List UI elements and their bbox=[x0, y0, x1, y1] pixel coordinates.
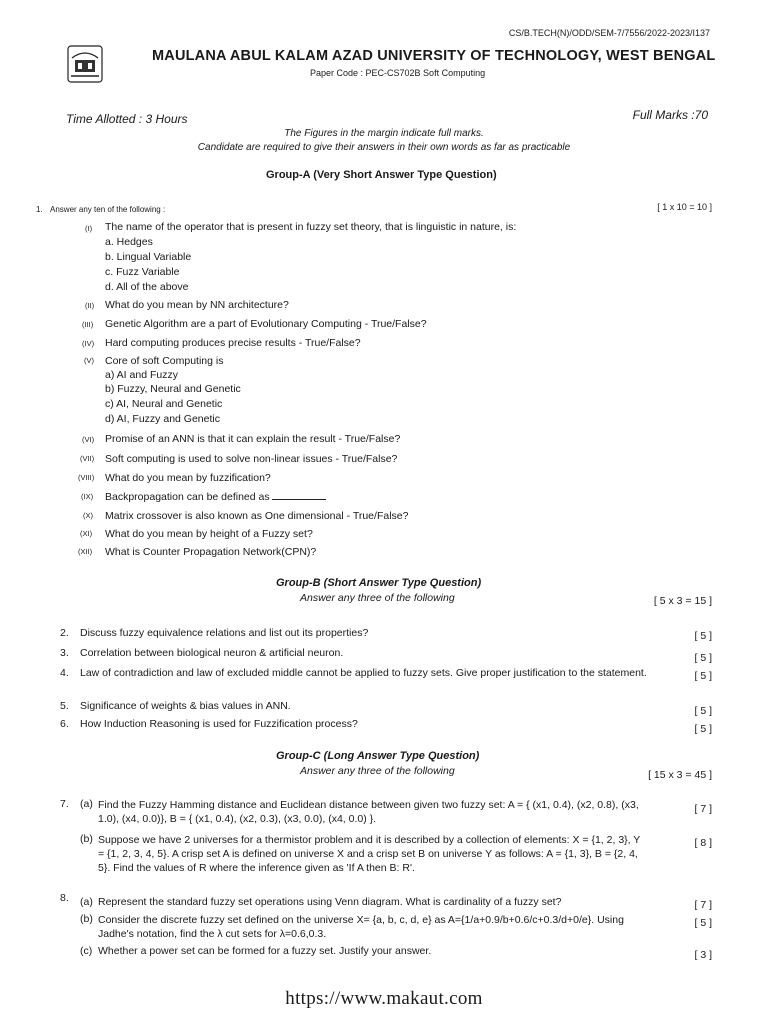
question-number: 7. bbox=[60, 798, 69, 810]
question-marks: [ 8 ] bbox=[694, 837, 712, 849]
option: a. Hedges bbox=[105, 236, 153, 248]
roman-numeral: (VII) bbox=[80, 454, 95, 463]
paper-code: Paper Code : PEC-CS702B Soft Computing bbox=[310, 68, 486, 78]
roman-numeral: (VIII) bbox=[78, 473, 95, 482]
question-marks: [ 7 ] bbox=[694, 899, 712, 911]
question-marks: [ 5 ] bbox=[694, 652, 712, 664]
group-c-subtitle: Answer any three of the following bbox=[300, 765, 455, 777]
question-text-label: Backpropagation can be defined as bbox=[105, 491, 270, 503]
question-text: Soft computing is used to solve non-linear issues - True/False? bbox=[105, 453, 398, 465]
question-marks: [ 5 ] bbox=[694, 705, 712, 717]
roman-numeral: (XII) bbox=[78, 547, 93, 556]
question-number: 3. bbox=[60, 647, 69, 659]
question-marks: [ 5 ] bbox=[694, 917, 712, 929]
group-c-title: Group-C (Long Answer Type Question) bbox=[276, 750, 480, 762]
roman-numeral: (I) bbox=[85, 224, 93, 233]
question-text: What do you mean by NN architecture? bbox=[105, 299, 289, 311]
question-marks: [ 5 ] bbox=[694, 670, 712, 682]
group-b-marks: [ 5 x 3 = 15 ] bbox=[653, 595, 712, 607]
option: a) AI and Fuzzy bbox=[105, 369, 178, 381]
question-number: 6. bbox=[60, 718, 69, 730]
group-b-subtitle: Answer any three of the following bbox=[300, 592, 455, 604]
question-marks: [ 3 ] bbox=[694, 949, 712, 961]
question-text: Hard computing produces precise results - True/False? bbox=[105, 337, 361, 349]
university-name: MAULANA ABUL KALAM AZAD UNIVERSITY OF TECHNOLOGY, WEST BENGAL bbox=[152, 48, 716, 64]
instruction-line-1: The Figures in the margin indicate full marks. bbox=[284, 128, 484, 139]
question-text: How Induction Reasoning is used for Fuzzification process? bbox=[80, 718, 358, 730]
question-number: 2. bbox=[60, 627, 69, 639]
group-a-instruction: Answer any ten of the following : bbox=[50, 205, 166, 214]
option: b) Fuzzy, Neural and Genetic bbox=[105, 383, 241, 395]
roman-numeral: (XI) bbox=[80, 529, 93, 538]
answer-blank bbox=[272, 491, 326, 500]
question-number: 4. bbox=[60, 667, 69, 679]
question-text: Matrix crossover is also known as One dimensional - True/False? bbox=[105, 510, 409, 522]
question-text: Significance of weights & bias values in ANN. bbox=[80, 700, 291, 712]
roman-numeral: (VI) bbox=[82, 435, 95, 444]
sub-question-label: (a) bbox=[80, 896, 93, 908]
time-allotted: Time Allotted : 3 Hours bbox=[66, 112, 188, 126]
option: d) AI, Fuzzy and Genetic bbox=[105, 413, 220, 425]
roman-numeral: (IV) bbox=[82, 339, 95, 348]
sub-question-text: Suppose we have 2 universes for a thermistor problem and it is described by a collection of elements: X = {1, 2, 3}, Y = {1, 2, 3, 4, 5}. A crisp set A is defined on universe X and a crisp set B on universe Y as follows: A = {1, 3}, B = {2, 4, 5}. Find the values of R where the inference given as 'If A then B: R'. bbox=[98, 834, 641, 874]
group-c-marks: [ 15 x 3 = 45 ] bbox=[648, 769, 712, 781]
sub-question-text: Consider the discrete fuzzy set defined on the universe X= {a, b, c, d, e} as A={1/a+0.9/b+0.6/c+0.3/d+0/e}. Using Jadhe's notation, find the λ cut sets for λ=0.6,0.3. bbox=[98, 914, 624, 940]
sub-question-label: (c) bbox=[80, 945, 93, 957]
question-number: 8. bbox=[60, 892, 69, 904]
question-text: The name of the operator that is present in fuzzy set theory, that is linguistic in nature, is: bbox=[105, 221, 517, 233]
group-b-title: Group-B (Short Answer Type Question) bbox=[276, 577, 482, 589]
footer-url: https://www.makaut.com bbox=[285, 988, 483, 1009]
question-text: Discuss fuzzy equivalence relations and list out its properties? bbox=[80, 627, 369, 639]
group-a-marks: [ 1 x 10 = 10 ] bbox=[657, 202, 712, 212]
question-marks: [ 5 ] bbox=[694, 630, 712, 642]
sub-question-text: Find the Fuzzy Hamming distance and Euclidean distance between given two fuzzy set: A = { (x1, 0.4), (x2, 0.8), (x3, 1.0), (x4, 0.0)}, B = { (x1, 0.4), (x2, 0.3), (x3, 0.0), (x4, 0.0) }. bbox=[98, 799, 639, 825]
question-marks: [ 7 ] bbox=[694, 803, 712, 815]
roman-numeral: (IX) bbox=[81, 492, 94, 501]
question-text: What is Counter Propagation Network(CPN)? bbox=[105, 546, 317, 558]
question-text bbox=[105, 491, 326, 503]
instruction-line-2: Candidate are required to give their answers in their own words as far as practicable bbox=[197, 142, 571, 153]
question-text: Promise of an ANN is that it can explain the result - True/False? bbox=[105, 433, 401, 445]
sub-question-label: (b) bbox=[80, 833, 93, 845]
roman-numeral: (II) bbox=[85, 301, 95, 310]
full-marks: Full Marks :70 bbox=[632, 108, 708, 122]
question-number: 5. bbox=[60, 700, 69, 712]
paper-code-line: CS/B.TECH(N)/ODD/SEM-7/7556/2022-2023/I137 bbox=[508, 28, 710, 38]
university-logo bbox=[66, 44, 104, 84]
question-text: Correlation between biological neuron & artificial neuron. bbox=[80, 647, 344, 659]
option: c. Fuzz Variable bbox=[105, 266, 180, 278]
sub-question-label: (b) bbox=[80, 913, 93, 925]
option: b. Lingual Variable bbox=[105, 251, 192, 263]
roman-numeral: (V) bbox=[84, 356, 94, 365]
sub-question-text: Represent the standard fuzzy set operations using Venn diagram. What is cardinality of a fuzzy set? bbox=[98, 896, 562, 908]
group-a-title: Group-A (Very Short Answer Type Question) bbox=[266, 169, 497, 181]
option: c) AI, Neural and Genetic bbox=[105, 398, 223, 410]
question-marks: [ 5 ] bbox=[694, 723, 712, 735]
question-text: What do you mean by fuzzification? bbox=[105, 472, 271, 484]
question-number: 1. bbox=[36, 205, 43, 214]
question-text: What do you mean by height of a Fuzzy set? bbox=[105, 528, 313, 540]
question-text: Genetic Algorithm are a part of Evolutionary Computing - True/False? bbox=[105, 318, 427, 330]
roman-numeral: (X) bbox=[83, 511, 93, 520]
option: d. All of the above bbox=[105, 281, 189, 293]
question-text: Law of contradiction and law of excluded middle cannot be applied to fuzzy sets. Give proper justification to the statement. bbox=[80, 667, 647, 679]
sub-question-text: Whether a power set can be formed for a fuzzy set. Justify your answer. bbox=[98, 945, 432, 957]
roman-numeral: (III) bbox=[82, 320, 94, 329]
question-text: Core of soft Computing is bbox=[105, 355, 224, 367]
sub-question-label: (a) bbox=[80, 798, 93, 810]
